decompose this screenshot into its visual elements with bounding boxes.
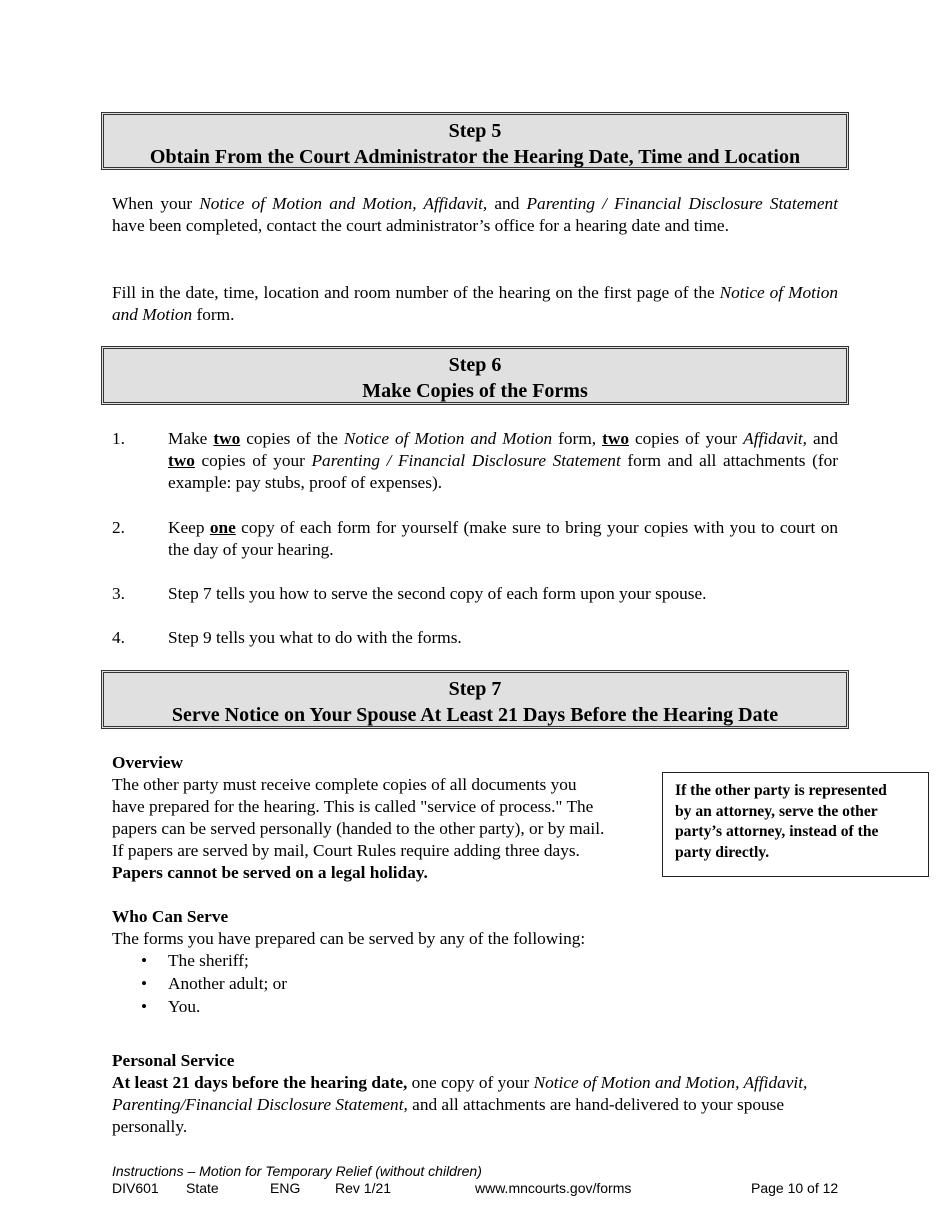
- text-line: by an attorney, serve the other: [675, 802, 878, 820]
- text-span: and all attachments are hand-delivered to your spouse personally.: [112, 1095, 785, 1136]
- footer-website: www.mncourts.gov/forms: [475, 1180, 632, 1196]
- text-span: form and all attachments (for example: pay stubs, proof of expenses).: [168, 451, 838, 492]
- bullet-icon: •: [141, 951, 148, 970]
- form-name: Notice of Motion and Motion, Affidavit,: [199, 194, 488, 213]
- list-number: 4.: [112, 628, 125, 647]
- text-span: have been completed, contact the court administrator’s office for a hearing date and time.: [112, 216, 729, 235]
- attorney-note-box: [662, 772, 929, 877]
- footer-jurisdiction: State: [186, 1180, 219, 1196]
- step5-header-box: [101, 112, 849, 170]
- personal-service-paragraph: [112, 1072, 824, 1138]
- overview-paragraph: [112, 774, 657, 884]
- page-footer: [112, 1163, 838, 1197]
- bullet-item: The sheriff;: [168, 951, 249, 970]
- list-text: [168, 517, 838, 561]
- text-span: and: [487, 194, 527, 213]
- bullet-item: Another adult; or: [168, 974, 288, 993]
- emphasis: two: [168, 451, 195, 470]
- step7-header-box: [101, 670, 849, 729]
- form-name: Notice of Motion and Motion: [112, 283, 838, 324]
- text-line: papers can be served personally (handed to the other party), or by mail.: [112, 819, 605, 838]
- text-span: copies of your: [628, 429, 744, 448]
- personal-service-heading: Personal Service: [112, 1051, 235, 1070]
- bullet-item: You.: [168, 997, 201, 1016]
- text-span: one copy of your: [407, 1073, 534, 1092]
- text-line: have prepared for the hearing. This is called "service of process." The: [112, 797, 594, 816]
- emphasis: one: [209, 518, 236, 537]
- overview-heading: Overview: [112, 753, 184, 772]
- list-text: Step 9 tells you what to do with the forms.: [168, 628, 462, 647]
- emphasis: two: [213, 429, 241, 448]
- form-name: Affidavit,: [743, 429, 808, 448]
- text-line: If the other party is represented: [675, 782, 887, 799]
- step6-number: Step 6: [448, 354, 502, 376]
- footer-title: Instructions – Motion for Temporary Relief (without children): [112, 1163, 482, 1179]
- form-name: Parenting / Financial Disclosure Statement: [526, 194, 838, 213]
- text-span: Fill in the date, time, location and room number of the hearing on the first page of the: [112, 283, 720, 302]
- emphasis: two: [602, 429, 629, 448]
- footer-language: ENG: [270, 1180, 301, 1196]
- list-text: [168, 428, 838, 494]
- step5-paragraph-2: [112, 282, 838, 326]
- text-line: party’s attorney, instead of the: [675, 823, 879, 840]
- footer-revision: Rev 1/21: [335, 1180, 392, 1196]
- step7-title: Serve Notice on Your Spouse At Least 21 Days Before the Hearing Date: [171, 703, 779, 726]
- holiday-warning: Papers cannot be served on a legal holiday.: [112, 863, 428, 882]
- footer-form-id: DIV601: [112, 1180, 159, 1196]
- footer-meta: [112, 1180, 838, 1197]
- text-line: If papers are served by mail, Court Rules require adding three days.: [112, 841, 580, 860]
- text-line: The other party must receive complete copies of all documents you: [112, 775, 577, 794]
- step5-paragraph-1: [112, 193, 838, 237]
- step5-number: Step 5: [448, 120, 502, 142]
- list-text: Step 7 tells you how to serve the second copy of each form upon your spouse.: [168, 584, 707, 603]
- text-span: Keep: [168, 518, 210, 537]
- step6-title: Make Copies of the Forms: [362, 379, 588, 402]
- text-span: Make: [168, 429, 214, 448]
- text-span: form,: [552, 429, 603, 448]
- bullet-icon: •: [141, 974, 148, 993]
- text-span: and: [807, 429, 838, 448]
- text-span: copies of your: [194, 451, 312, 470]
- text-span: When your: [112, 194, 200, 213]
- text-span: form.: [192, 305, 235, 324]
- text-line: party directly.: [675, 843, 770, 861]
- text-span: copy of each form for yourself (make sure to bring your copies with you to court on the day of your hearing.: [168, 518, 838, 559]
- footer-page-number: Page 10 of 12: [751, 1180, 839, 1196]
- list-number: 2.: [112, 518, 125, 537]
- who-can-serve-heading: Who Can Serve: [112, 907, 229, 926]
- step7-number: Step 7: [448, 678, 502, 700]
- form-name: Notice of Motion and Motion, Affidavit, Parenting/Financial Disclosure Statement,: [112, 1073, 808, 1114]
- who-can-serve-intro: The forms you have prepared can be served by any of the following:: [112, 929, 586, 948]
- text-span: copies of the: [240, 429, 344, 448]
- list-number: 3.: [112, 584, 125, 603]
- list-number: 1.: [112, 429, 125, 448]
- step5-title: Obtain From the Court Administrator the Hearing Date, Time and Location: [149, 145, 801, 168]
- form-name: Notice of Motion and Motion: [343, 429, 553, 448]
- step6-header-box: [101, 346, 849, 405]
- bullet-icon: •: [141, 997, 148, 1016]
- form-name: Parenting / Financial Disclosure Statement: [311, 451, 621, 470]
- deadline-emphasis: At least 21 days before the hearing date,: [112, 1073, 408, 1092]
